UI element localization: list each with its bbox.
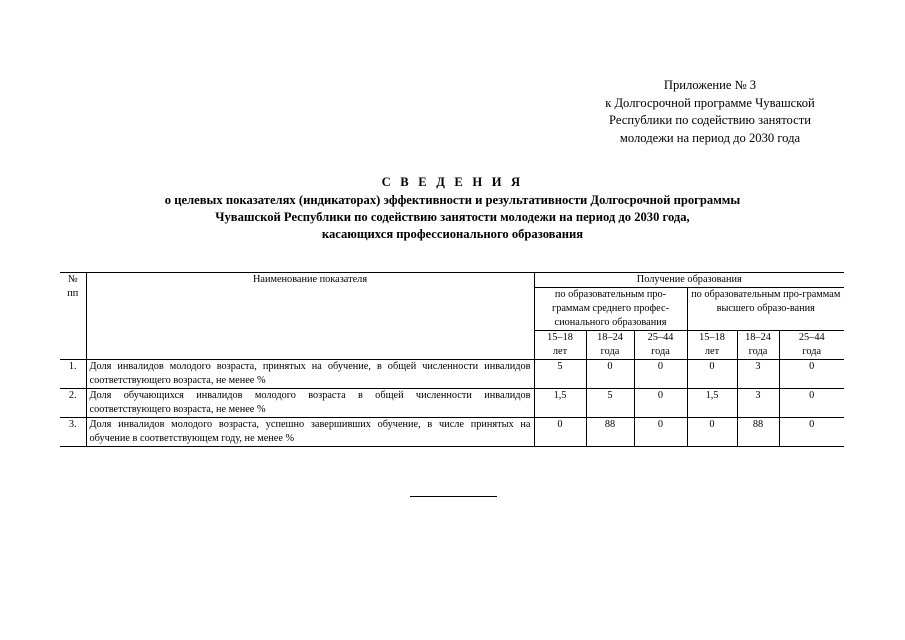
row-value: 0 xyxy=(634,418,687,447)
row-number: 3. xyxy=(60,418,86,447)
row-value: 0 xyxy=(779,360,844,389)
header-indicator-name: Наименование показателя xyxy=(86,273,534,360)
row-number: 1. xyxy=(60,360,86,389)
appendix-line: к Долгосрочной программе Чувашской xyxy=(605,95,815,110)
row-indicator-name: Доля инвалидов молодого возраста, успешно завершивших обучение, в числе принятых на обучение в соответствующем году, не менее % xyxy=(86,418,534,447)
document-title xyxy=(60,174,845,243)
appendix-note xyxy=(560,77,860,147)
header-age-unit: года xyxy=(586,345,634,360)
row-value: 1,5 xyxy=(687,389,737,418)
row-value: 88 xyxy=(586,418,634,447)
header-age-unit: лет xyxy=(534,345,586,360)
appendix-line: молодежи на период до 2030 года xyxy=(619,130,801,145)
row-indicator-name: Доля инвалидов молодого возраста, принятых на обучение, в общей численности инвалидов соответствующего возраста, не менее % xyxy=(86,360,534,389)
row-value: 5 xyxy=(586,389,634,418)
header-secondary-programs: по образовательным про-граммам среднего профес-сионального образования xyxy=(534,288,687,331)
row-value: 1,5 xyxy=(534,389,586,418)
appendix-line: Приложение № 3 xyxy=(663,78,757,92)
header-age-range: 15–18 xyxy=(687,331,737,346)
header-education-group: Получение образования xyxy=(534,273,844,288)
header-age-unit: года xyxy=(634,345,687,360)
row-value: 0 xyxy=(586,360,634,389)
row-value: 3 xyxy=(737,360,779,389)
row-value: 0 xyxy=(634,360,687,389)
table-row xyxy=(60,360,844,389)
header-age-range: 25–44 xyxy=(634,331,687,346)
header-number-line2: пп xyxy=(67,288,79,299)
row-value: 3 xyxy=(737,389,779,418)
title-line: касающихся профессионального образования xyxy=(321,227,584,241)
title-main: С В Е Д Е Н И Я xyxy=(381,175,524,189)
header-age-unit: года xyxy=(779,345,844,360)
header-age-range: 18–24 xyxy=(586,331,634,346)
header-age-range: 25–44 xyxy=(779,331,844,346)
appendix-line: Республики по содействию занятости xyxy=(609,113,811,127)
row-indicator-name: Доля обучающихся инвалидов молодого возраста в общей численности инвалидов соответствующего возраста, не менее % xyxy=(86,389,534,418)
row-value: 0 xyxy=(779,418,844,447)
row-value: 0 xyxy=(687,418,737,447)
header-higher-programs: по образовательным про-граммам высшего образо-вания xyxy=(687,288,844,331)
row-value: 0 xyxy=(634,389,687,418)
closing-line xyxy=(410,496,497,497)
row-value: 0 xyxy=(687,360,737,389)
table-row xyxy=(60,418,844,447)
row-value: 0 xyxy=(779,389,844,418)
title-line: Чувашской Республики по содействию занятости молодежи на период до 2030 года, xyxy=(215,210,690,224)
header-number xyxy=(60,273,86,360)
header-age-range: 18–24 xyxy=(737,331,779,346)
header-age-unit: лет xyxy=(687,345,737,360)
row-number: 2. xyxy=(60,389,86,418)
title-line: о целевых показателях (индикаторах) эффективности и результативности Долгосрочной программы xyxy=(164,193,741,207)
header-age-unit: года xyxy=(737,345,779,360)
header-age-range: 15–18 xyxy=(534,331,586,346)
row-value: 5 xyxy=(534,360,586,389)
row-value: 88 xyxy=(737,418,779,447)
table-row xyxy=(60,389,844,418)
header-number-line1: № xyxy=(67,274,78,285)
row-value: 0 xyxy=(534,418,586,447)
indicators-table xyxy=(60,272,844,447)
